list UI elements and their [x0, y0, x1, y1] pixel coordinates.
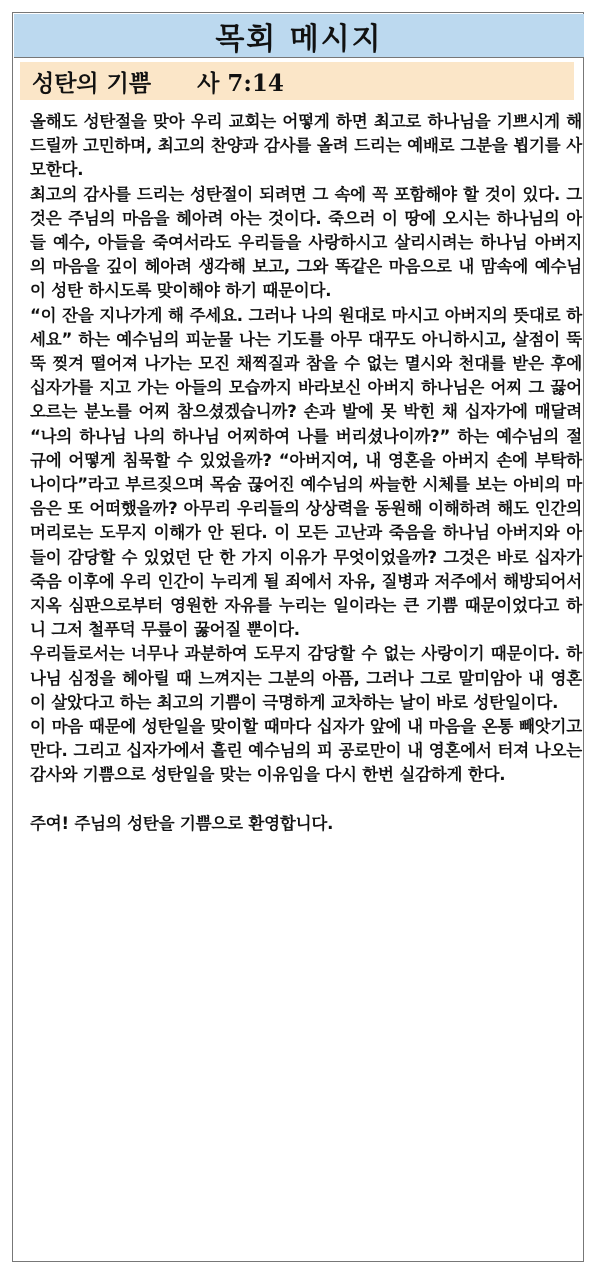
paragraph: 최고의 감사를 드리는 성탄절이 되려면 그 속에 꼭 포함해야 할 것이 있다. 그것은 주님의 마음을 헤아려 아는 것이다. 죽으러 이 땅에 오시는 하나님의 아들 예수, 아들을 죽여서라도 우리들을 사랑하시고 살리시려는 하나님 아버지의 마음을 깊이 헤아려 생각해 보고, 그와 똑같은 마음으로 내 맘속에 예수님이 성탄 하시도록 맞이해야 하기 때문이다. — [30, 184, 582, 301]
scripture-reference: 사 7:14 — [197, 69, 284, 97]
page-title: 목회 메시지 — [215, 21, 383, 57]
paragraph: “이 잔을 지나가게 해 주세요. 그러나 나의 원대로 마시고 아버지의 뜻대로 하세요” 하는 예수님의 피눈물 나는 기도를 아무 대꾸도 아니하시고, 살점이 뚝뚝 찢겨 떨어져 나가는 모진 채찍질과 참을 수 없는 멸시와 천대를 받은 후에 십자가를 지고 가는 아들의 모습까지 바라보신 아버지 하나님은 어찌 그 끓어오르는 분노를 어찌 참으셨겠습니까? 손과 발에 못 박힌 채 십자가에 매달려 “나의 하나님 나의 하나님 어찌하여 나를 버리셨나이까?” 하는 예수님의 절규에 어떻게 침묵할 수 있었을까? “아버지여, 내 영혼을 아버지 손에 부탁하나이다”라고 부르짖으며 목숨 끊어진 예수님의 싸늘한 시체를 보는 아비의 마음은 또 어떠했을까? 아무리 우리들의 상상력을 동원해 이해하려 해도 인간의 머리로는 도무지 이해가 안 된다. 이 모든 고난과 죽음을 하나님 아버지와 아들이 감당할 수 있었던 단 한 가지 이유가 무엇이었을까? 그것은 바로 십자가 죽음 이후에 우리 인간이 누리게 될 죄에서 자유, 질병과 저주에서 해방되어서 지옥 심판으로부터 영원한 자유를 누리는 일이라는 큰 기쁨 때문이었다고 하니 그저 철푸덕 무릎이 꿇어질 뿐이다. — [30, 305, 582, 640]
sermon-heading — [20, 62, 574, 100]
paragraph: 우리들로서는 너무나 과분하여 도무지 감당할 수 없는 사랑이기 때문이다. 하나님 심정을 헤아릴 때 느껴지는 그분의 아픔, 그러나 그로 말미암아 내 영혼이 살았다고 하는 최고의 기쁨이 극명하게 교차하는 날이 바로 성탄일이다. — [30, 644, 582, 712]
closing-line: 주여! 주님의 성탄을 기쁨으로 환영합니다. — [30, 813, 334, 833]
paragraph: 이 마음 때문에 성탄일을 맞이할 때마다 십자가 앞에 내 마음을 온통 빼앗기고 만다. 그리고 십자가에서 흘린 예수님의 피 공로만이 내 영혼에서 터져 나오는 감사와 기쁨으로 성탄일을 맞는 이유임을 다시 한번 실감하게 한다. — [30, 717, 582, 785]
message-body — [30, 110, 582, 836]
paragraph: 올해도 성탄절을 맞아 우리 교회는 어떻게 하면 최고로 하나님을 기쁘시게 해 드릴까 고민하며, 최고의 찬양과 감사를 올려 드리는 예배로 그분을 뵙기를 사모한다. — [30, 112, 582, 180]
sermon-title: 성탄의 기쁨 — [32, 69, 152, 97]
header-bar — [14, 14, 584, 58]
